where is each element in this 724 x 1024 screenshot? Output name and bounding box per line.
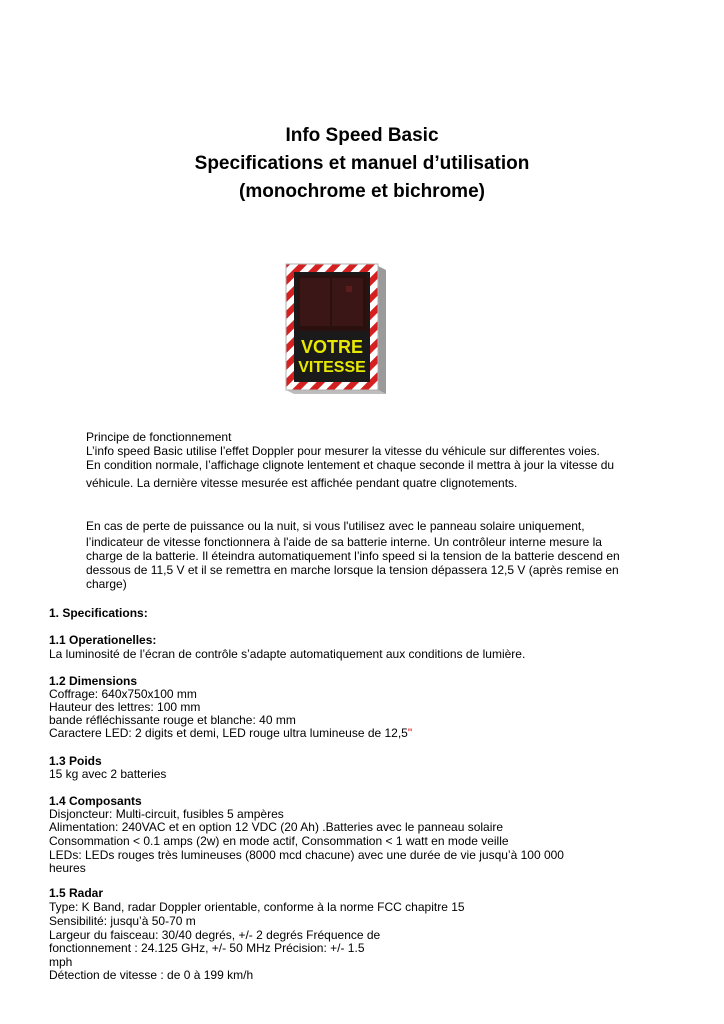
section-title: 1.3 Poids xyxy=(49,754,102,768)
document-subtitle: Specifications et manuel d’utilisation xyxy=(194,153,530,174)
principle-text: En condition normale, l’affichage clignote lentement et chaque seconde il mettra à jour la vitesse du xyxy=(86,458,615,472)
sign-line-2: VITESSE xyxy=(298,359,366,376)
section-title: 1.2 Dimensions xyxy=(49,674,138,688)
section-text: bande réfléchissante rouge et blanche: 40 mm xyxy=(49,713,296,727)
section-text: Consommation < 0.1 amps (2w) en mode actif, Consommation < 1 watt en mode veille xyxy=(49,834,509,848)
principle-text: charge de la batterie. Il éteindra automatiquement l’info speed si la tension de la batterie descend en xyxy=(86,549,620,563)
section-text xyxy=(49,726,412,740)
principle-text: dessous de 11,5 V et il se remettra en marche lorsque la tension dépassera 12,5 V (après remise en xyxy=(86,563,619,577)
section-title: 1.4 Composants xyxy=(49,794,142,808)
speed-sign-image xyxy=(284,262,388,394)
section-title: 1.5 Radar xyxy=(49,886,104,900)
principle-text: véhicule. La dernière vitesse mesurée est affichée pendant quatre clignotements. xyxy=(86,476,518,490)
document-variant: (monochrome et bichrome) xyxy=(239,181,485,202)
section-text: LEDs: LEDs rouges très lumineuses (8000 mcd chacune) avec une durée de vie jusqu’à 100 000 xyxy=(49,848,564,862)
section-text: Détection de vitesse : de 0 à 199 km/h xyxy=(49,968,254,982)
principle-text: En cas de perte de puissance ou la nuit, si vous l'utilisez avec le panneau solaire uniquement, xyxy=(86,519,585,533)
section-text: fonctionnement : 24.125 GHz, +/- 50 MHz Précision: +/- 1.5 xyxy=(49,941,365,955)
section-text: Coffrage: 640x750x100 mm xyxy=(49,687,197,701)
principle-heading: Principe de fonctionnement xyxy=(86,430,232,444)
principle-text: charge) xyxy=(86,577,127,591)
section-title: 1.1 Operationelles: xyxy=(49,633,157,647)
inch-mark: " xyxy=(407,726,413,740)
section-text: Sensibilité: jusqu’à 50-70 m xyxy=(49,914,196,928)
document-title: Info Speed Basic xyxy=(285,125,439,146)
section-text: Hauteur des lettres: 100 mm xyxy=(49,700,201,714)
section-text: Disjoncteur: Multi-circuit, fusibles 5 ampères xyxy=(49,807,284,821)
principle-text: l’indicateur de vitesse fonctionnera à l'aide de sa batterie interne. Un contrôleur interne mesure la xyxy=(86,535,602,549)
section-text: Type: K Band, radar Doppler orientable, conforme à la norme FCC chapitre 15 xyxy=(49,900,465,914)
section-text: Alimentation: 240VAC et en option 12 VDC (20 Ah) .Batteries avec le panneau solaire xyxy=(49,820,504,834)
spec-heading: 1. Specifications: xyxy=(49,606,148,620)
led-spec-text: Caractere LED: 2 digits et demi, LED rouge ultra lumineuse de 12,5 xyxy=(49,726,408,740)
section-text: La luminosité de l’écran de contrôle s’adapte automatiquement aux conditions de lumière. xyxy=(49,647,526,661)
section-text: Largeur du faisceau: 30/40 degrés, +/- 2 degrés Fréquence de xyxy=(49,928,381,942)
section-text: mph xyxy=(49,955,73,969)
section-text: 15 kg avec 2 batteries xyxy=(49,767,167,781)
section-text: heures xyxy=(49,861,86,875)
principle-text: L’info speed Basic utilise l’effet Doppler pour mesurer la vitesse du véhicule sur differentes voies. xyxy=(86,444,600,458)
sign-line-1: VOTRE xyxy=(300,337,364,357)
